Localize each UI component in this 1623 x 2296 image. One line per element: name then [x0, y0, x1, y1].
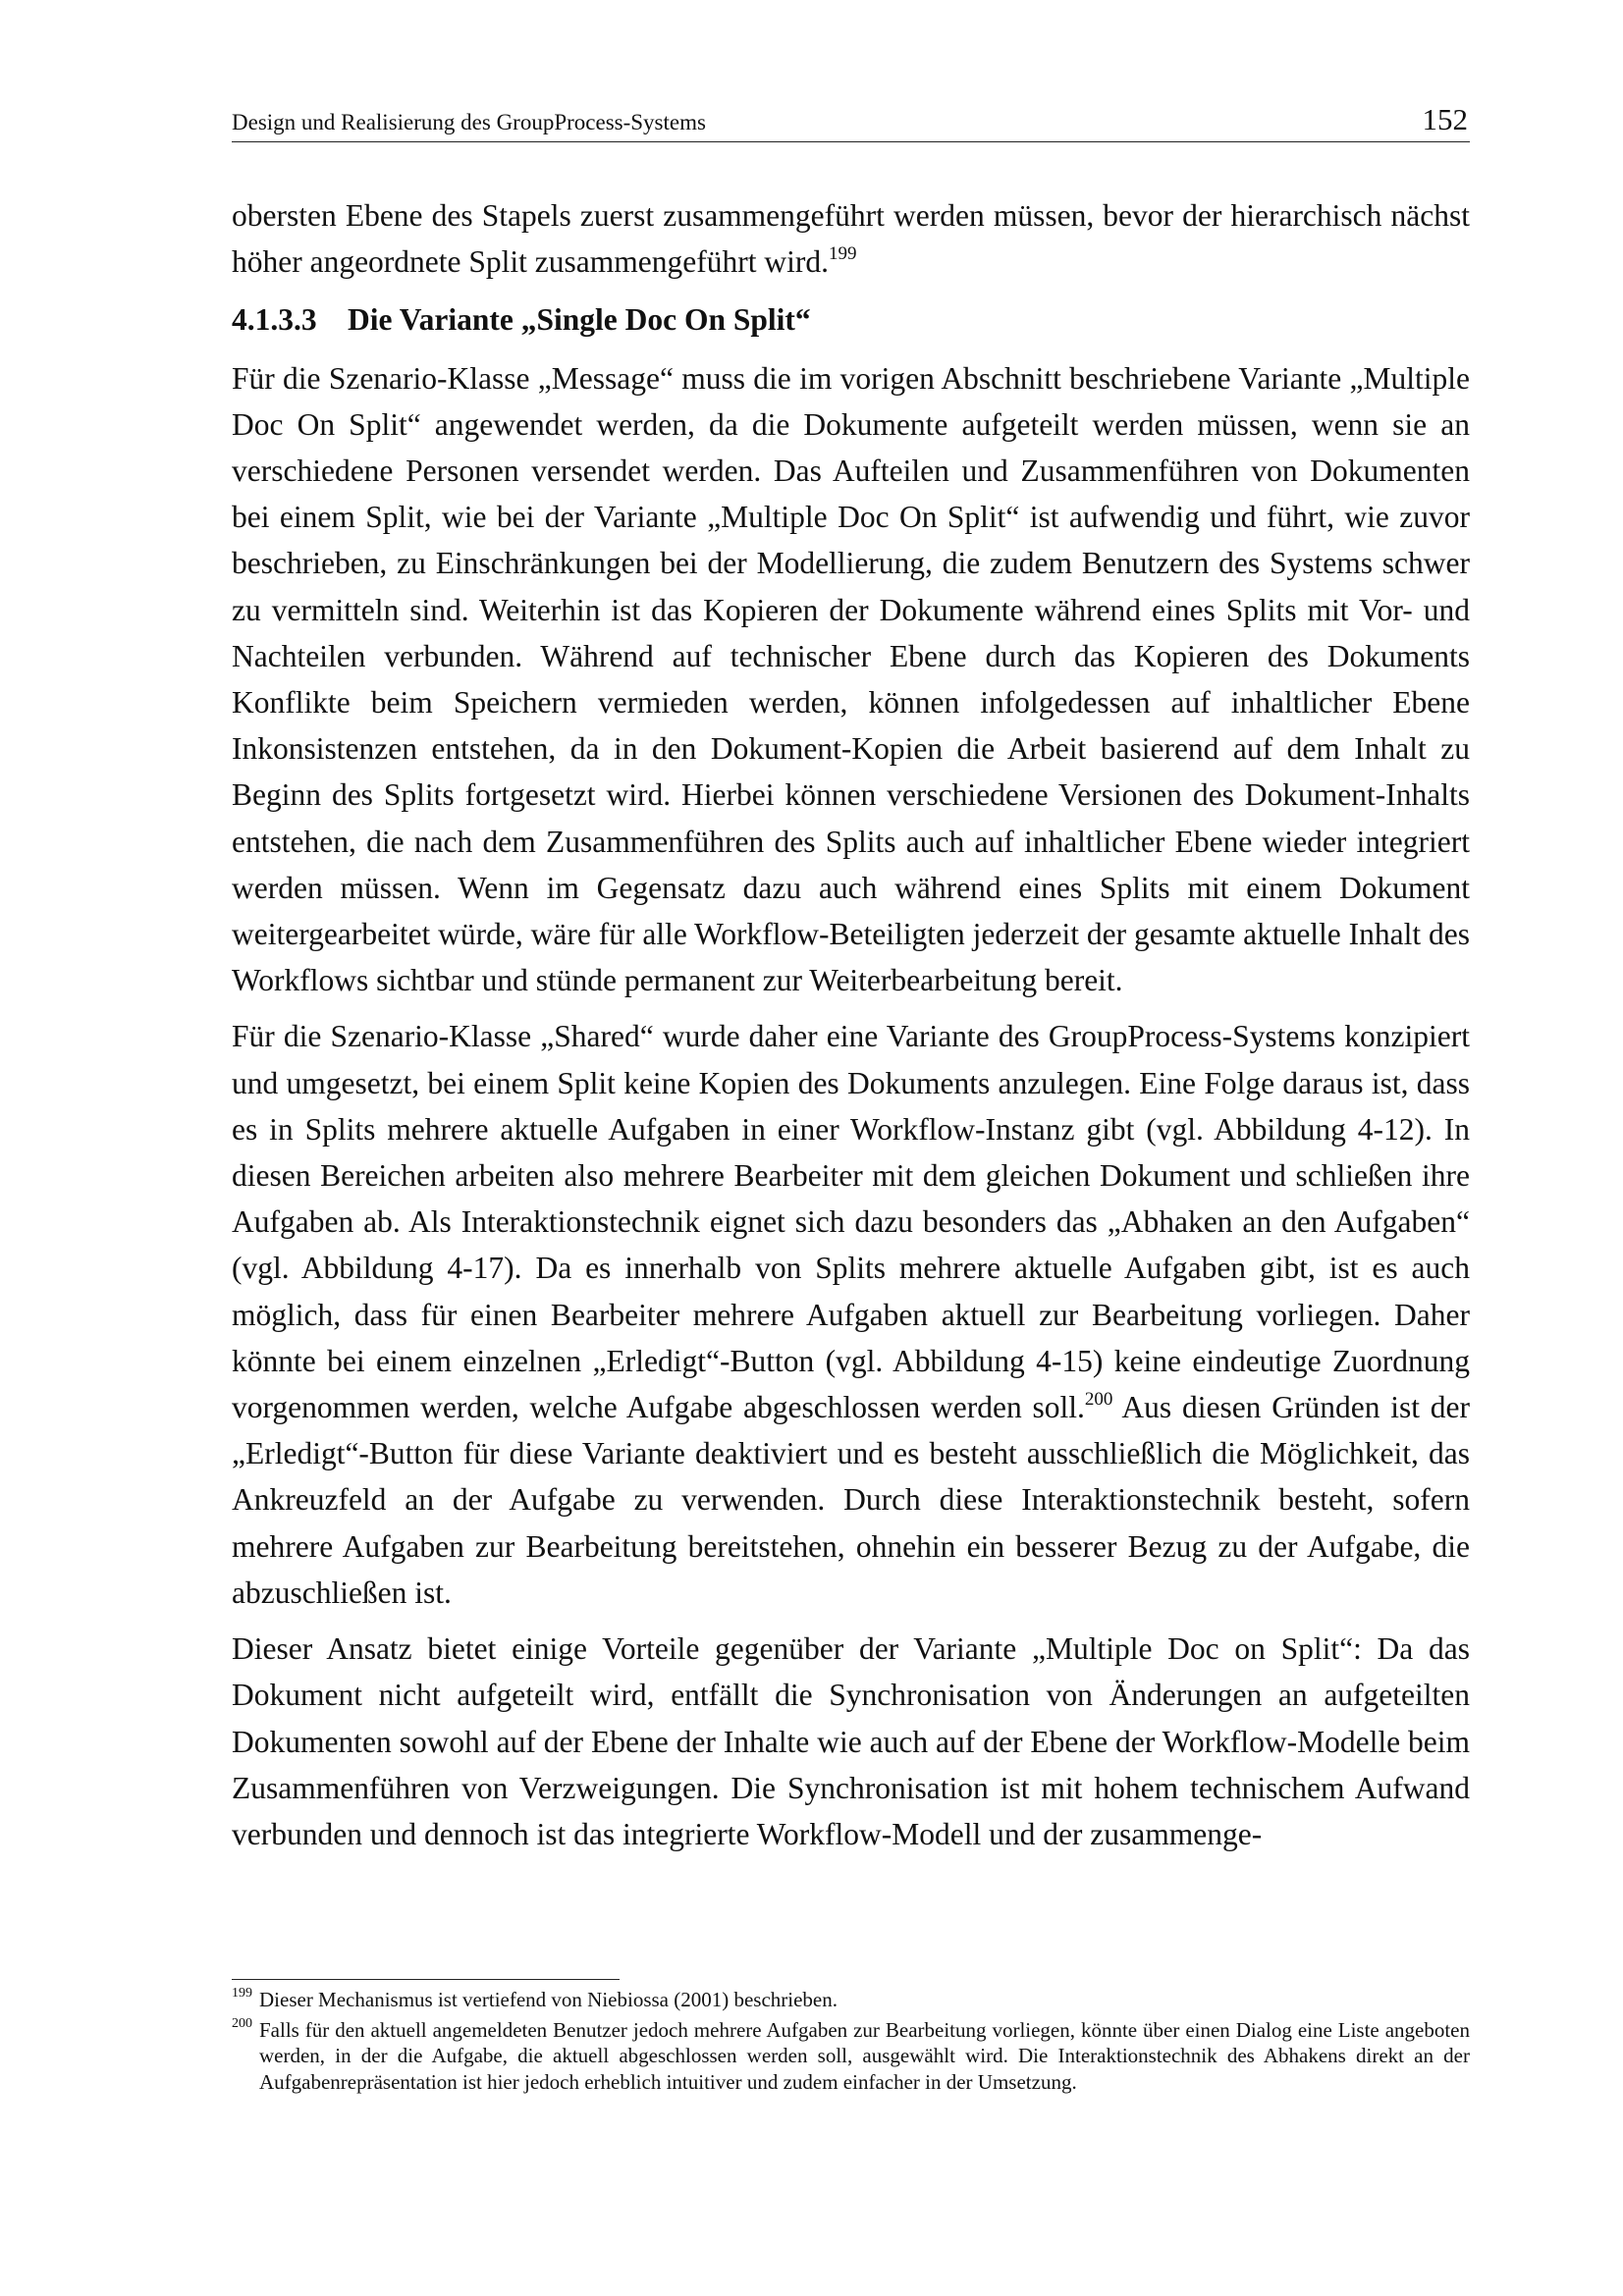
section-heading	[232, 296, 1470, 343]
footnote-number: 200	[232, 2015, 252, 2031]
footnote-text: Falls für den aktuell angemeldeten Benutzer jedoch mehrere Aufgaben zur Bearbeitung vorliegen, könnte über einen Dialog eine Liste angeboten werden, in der die Aufgabe, die aktuell abgeschlossen werden soll, ausgewählt wird. Die Interaktionstechnik des Abhakens direkt an der Aufgabenrepräsentation ist hier jedoch erheblich intuitiver und zudem einfacher in der Umsetzung.	[259, 2017, 1470, 2094]
page-number: 152	[1422, 102, 1468, 136]
footnote-text: Dieser Mechanismus ist vertiefend von Niebiossa (2001) beschrieben.	[259, 1988, 839, 2011]
paragraph-text: Für die Szenario-Klasse „Shared“ wurde daher eine Variante des GroupProcess-Systems konzipiert und umgesetzt, bei einem Split keine Kopien des Dokuments anzulegen. Eine Folge daraus ist, dass es in Splits mehrere aktuelle Aufgaben in einer Workflow-Instanz gibt (vgl. Abbildung 4-12). In diesen Bereichen arbeiten also mehrere Bearbeiter mit dem gleichen Dokument und schließen ihre Aufgaben ab. Als Interaktionstechnik eignet sich dazu besonders das „Abhaken an den Aufgaben“ (vgl. Abbildung 4-17). Da es innerhalb von Splits mehrere aktuelle Aufgaben gibt, ist es auch möglich, dass für einen Bearbeiter mehrere Aufgaben aktuell zur Bearbeitung vorliegen. Daher könnte bei einem einzelnen „Erledigt“-Button (vgl. Abbildung 4-15) keine eindeutige Zuordnung vorgenommen werden, welche Aufgabe abgeschlossen werden soll.	[232, 1019, 1470, 1425]
header-title: Design und Realisierung des GroupProcess-Systems	[232, 110, 706, 134]
paragraph-continuation	[232, 192, 1470, 285]
footnote-ref[interactable]: 199	[828, 243, 857, 265]
footnote-number: 199	[232, 1986, 252, 2001]
body-text	[232, 192, 1470, 1857]
paragraph-message-variant: Für die Szenario-Klasse „Message“ muss die im vorigen Abschnitt beschriebene Variante „Multiple Doc On Split“ angewendet werden, da die Dokumente aufgeteilt werden müssen, wenn sie an verschiedene Personen versendet werden. Das Aufteilen und Zusammenführen von Dokumenten bei einem Split, wie bei der Variante „Multiple Doc On Split“ ist aufwendig und führt, wie zuvor beschrieben, zu Einschränkungen bei der Modellierung, die zudem Benutzern des Systems schwer zu vermitteln sind. Weiterhin ist das Kopieren der Dokumente während eines Splits mit Vor- und Nachteilen verbunden. Während auf technischer Ebene durch das Kopieren des Dokuments Konflikte beim Speichern vermieden werden, können infolgedessen auf inhaltlicher Ebene Inkonsistenzen entstehen, da in den Dokument-Kopien die Arbeit basierend auf dem Inhalt zu Beginn des Splits fortgesetzt wird. Hierbei können verschiedene Versionen des Dokument-Inhalts entstehen, die nach dem Zusammenführen des Splits auch auf inhaltlicher Ebene wieder integriert werden müssen. Wenn im Gegensatz dazu auch während eines Splits mit einem Dokument weitergearbeitet würde, wäre für alle Workflow-Beteiligten jederzeit der gesamte aktuelle Inhalt des Workflows sichtbar und stünde permanent zur Weiterbearbeitung bereit.	[232, 360, 1470, 998]
paragraph-advantages: Dieser Ansatz bietet einige Vorteile gegenüber der Variante „Multiple Doc on Split“: Da das Dokument nicht aufgeteilt wird, entfällt die Synchronisation von Änderungen an aufgeteilten Dokumenten sowohl auf der Ebene der Inhalte wie auch auf der Ebene der Workflow-Modelle beim Zusammenführen von Verzweigungen. Die Synchronisation ist mit hohem technischem Aufwand verbunden und dennoch ist das integrierte Workflow-Modell und der zusammenge-	[232, 1631, 1470, 1851]
paragraph-text: Aus diesen Gründen ist der „Erledigt“-Button für diese Variante deaktiviert und es besteht ausschließlich die Möglichkeit, das Ankreuzfeld an der Aufgabe zu verwenden. Durch diese Interaktionstechnik besteht, sofern mehrere Aufgaben zur Bearbeitung bereitstehen, ohnehin ein besserer Bezug zu der Aufgabe, die abzuschließen ist.	[232, 1390, 1470, 1610]
footnote-divider	[232, 1979, 620, 1980]
section-title: Die Variante „Single Doc On Split“	[348, 302, 811, 338]
footnotes	[232, 1987, 1470, 2099]
footnote-ref[interactable]: 200	[1084, 1389, 1113, 1411]
section-number: 4.1.3.3	[232, 302, 317, 338]
footnote	[232, 2017, 1470, 2096]
running-header	[232, 96, 1470, 142]
footnote	[232, 1987, 1470, 2013]
paragraph-text: obersten Ebene des Stapels zuerst zusammengeführt werden müssen, bevor der hierarchisch nächst höher angeordnete Split zusammengeführt wird.	[232, 198, 1470, 280]
paragraph-shared-variant	[232, 1013, 1470, 1616]
